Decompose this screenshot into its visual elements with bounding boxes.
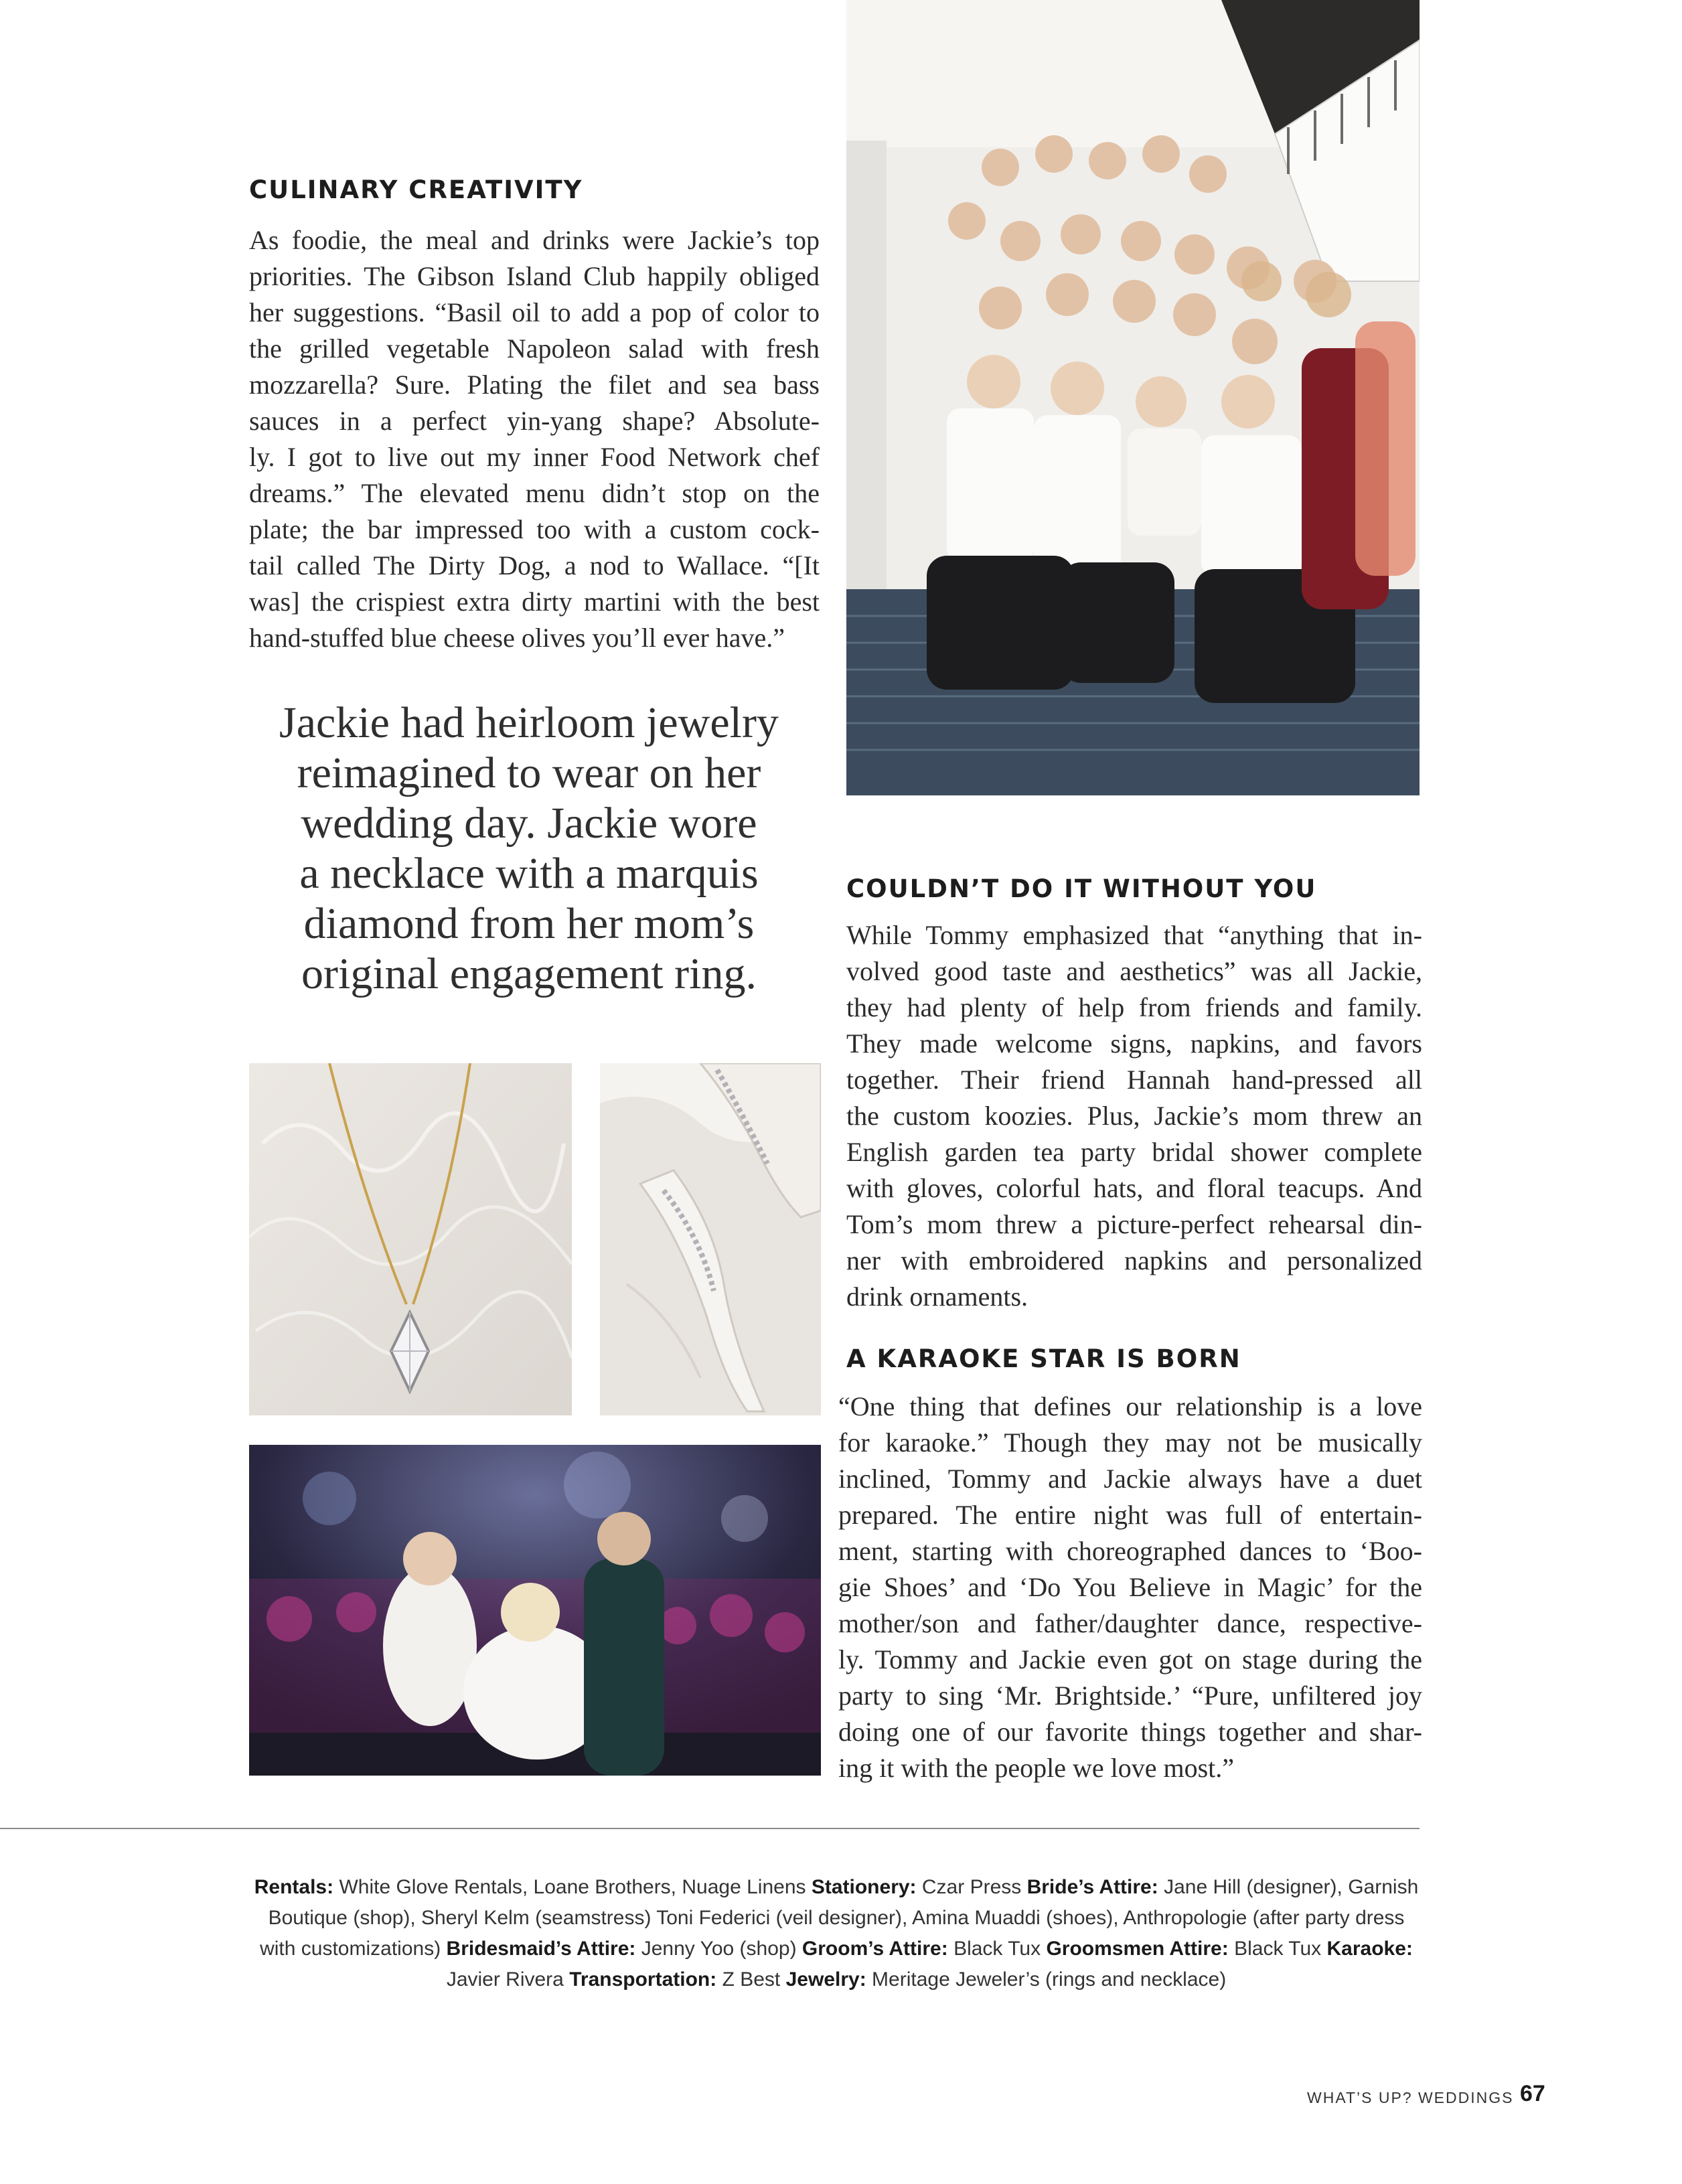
karaoke-stage-photo <box>249 1445 821 1776</box>
text-line: priorities. The Gibson Island Club happily obliged <box>249 261 820 291</box>
text-line: Tom’s mom threw a picture-perfect rehearsal din- <box>846 1209 1422 1239</box>
vendor-value: Z Best <box>722 1968 781 1991</box>
text-line: While Tommy emphasized that “anything that in- <box>846 920 1422 950</box>
text-line: Jackie had heirloom jewelry <box>279 698 779 747</box>
text-line: dreams.” The elevated menu didn’t stop on the <box>249 478 820 508</box>
text-line: was] the crispiest extra dirty martini with the best <box>249 587 820 617</box>
vendor-label: Bridesmaid’s Attire: <box>446 1938 636 1960</box>
vendor-credits <box>249 1872 1424 1995</box>
vendor-label: Stationery: <box>811 1876 917 1898</box>
text-line: inclined, Tommy and Jackie always have a duet <box>838 1464 1422 1494</box>
vendor-value: Czar Press <box>921 1876 1022 1898</box>
text-line: prepared. The entire night was full of entertain- <box>838 1500 1422 1530</box>
text-line: doing one of our favorite things together and shar- <box>838 1717 1422 1747</box>
vendor-label: Rentals: <box>254 1876 334 1898</box>
text-line: “One thing that defines our relationship is a love <box>838 1391 1422 1421</box>
section-heading-help: COULDN’T DO IT WITHOUT YOU <box>846 874 1317 903</box>
text-line: together. Their friend Hannah hand-pressed all <box>846 1065 1422 1095</box>
vendor-label: Transportation: <box>569 1968 717 1991</box>
publication-name: WHAT’S UP? WEDDINGS <box>1307 2089 1514 2106</box>
culinary-body <box>249 222 820 656</box>
text-line: gie Shoes’ and ‘Do You Believe in Magic’ for the <box>838 1572 1422 1602</box>
text-line: They made welcome signs, napkins, and favors <box>846 1028 1422 1059</box>
text-line: they had plenty of help from friends and family. <box>846 992 1422 1022</box>
text-line: ment, starting with choreographed dances to ‘Boo- <box>838 1536 1422 1566</box>
text-line: reimagined to wear on her <box>297 749 761 797</box>
page-number: 67 <box>1520 2081 1545 2106</box>
karaoke-body <box>838 1389 1422 1786</box>
vendor-value: White Glove Rentals, Loane Brothers, Nuage Linens <box>339 1876 806 1898</box>
text-line: ly. Tommy and Jackie even got on stage during the <box>838 1644 1422 1674</box>
text-line: ly. I got to live out my inner Food Network chef <box>249 442 820 472</box>
vendor-value: Black Tux <box>1234 1938 1322 1960</box>
section-divider <box>0 1828 1420 1829</box>
vendor-label: Groomsmen Attire: <box>1046 1938 1229 1960</box>
pull-quote <box>241 698 817 999</box>
text-line: drink ornaments. <box>846 1281 1028 1312</box>
text-line: the grilled vegetable Napoleon salad with fresh <box>249 333 820 364</box>
text-line: mother/son and father/daughter dance, respective- <box>838 1608 1422 1638</box>
vendor-value: Jane Hill (designer), Garnish Boutique (shop), Sheryl Kelm (seamstress) Toni Federici (veil designer), Amina Muaddi (shoes), Anthropologie (after party dress with customizations) <box>260 1876 1419 1960</box>
necklace-photo <box>249 1063 572 1415</box>
text-line: As foodie, the meal and drinks were Jackie’s top <box>249 225 820 255</box>
text-line: the custom koozies. Plus, Jackie’s mom threw an <box>846 1101 1422 1131</box>
vendor-label: Jewelry: <box>785 1968 866 1991</box>
necklace-illustration <box>249 1063 572 1415</box>
text-line: ing it with the people we love most.” <box>838 1753 1234 1783</box>
text-line: mozzarella? Sure. Plating the filet and sea bass <box>249 370 820 400</box>
text-line: her suggestions. “Basil oil to add a pop of color to <box>249 297 820 327</box>
help-body <box>846 917 1422 1315</box>
text-line: sauces in a perfect yin-yang shape? Absolute- <box>249 406 820 436</box>
text-line: ner with embroidered napkins and personalized <box>846 1245 1422 1275</box>
text-line: wedding day. Jackie wore <box>301 799 757 848</box>
text-line: party to sing ‘Mr. Brightside.’ “Pure, unfiltered joy <box>838 1681 1422 1711</box>
vendor-label: Groom’s Attire: <box>801 1938 948 1960</box>
text-line: hand-stuffed blue cheese olives you’ll ever have.” <box>249 623 785 653</box>
text-line: with gloves, colorful hats, and floral teacups. And <box>846 1173 1422 1203</box>
vendor-value: Meritage Jeweler’s (rings and necklace) <box>872 1968 1227 1991</box>
bridal-shoes-photo <box>600 1063 821 1415</box>
text-line: diamond from her mom’s <box>303 899 755 948</box>
text-line: tail called The Dirty Dog, a nod to Wallace. “[It <box>249 550 820 580</box>
text-line: original engagement ring. <box>301 949 757 998</box>
vendor-label: Karaoke: <box>1326 1938 1413 1960</box>
vendor-value: Javier Rivera <box>446 1968 564 1991</box>
section-heading-karaoke: A KARAOKE STAR IS BORN <box>846 1344 1241 1373</box>
vendor-label: Bride’s Attire: <box>1026 1876 1158 1898</box>
text-line: for karaoke.” Though they may not be musically <box>838 1427 1422 1458</box>
text-line: plate; the bar impressed too with a custom cock- <box>249 514 820 544</box>
karaoke-illustration <box>249 1445 821 1776</box>
section-heading-culinary: CULINARY CREATIVITY <box>249 175 583 204</box>
vendor-value: Black Tux <box>953 1938 1041 1960</box>
party-illustration <box>846 0 1420 795</box>
text-line: a necklace with a marquis <box>299 849 759 898</box>
vendor-value: Jenny Yoo (shop) <box>641 1938 797 1960</box>
shoes-illustration <box>600 1063 821 1415</box>
text-line: volved good taste and aesthetics” was all Jackie, <box>846 956 1422 986</box>
text-line: English garden tea party bridal shower complete <box>846 1137 1422 1167</box>
wedding-party-photo <box>846 0 1420 795</box>
